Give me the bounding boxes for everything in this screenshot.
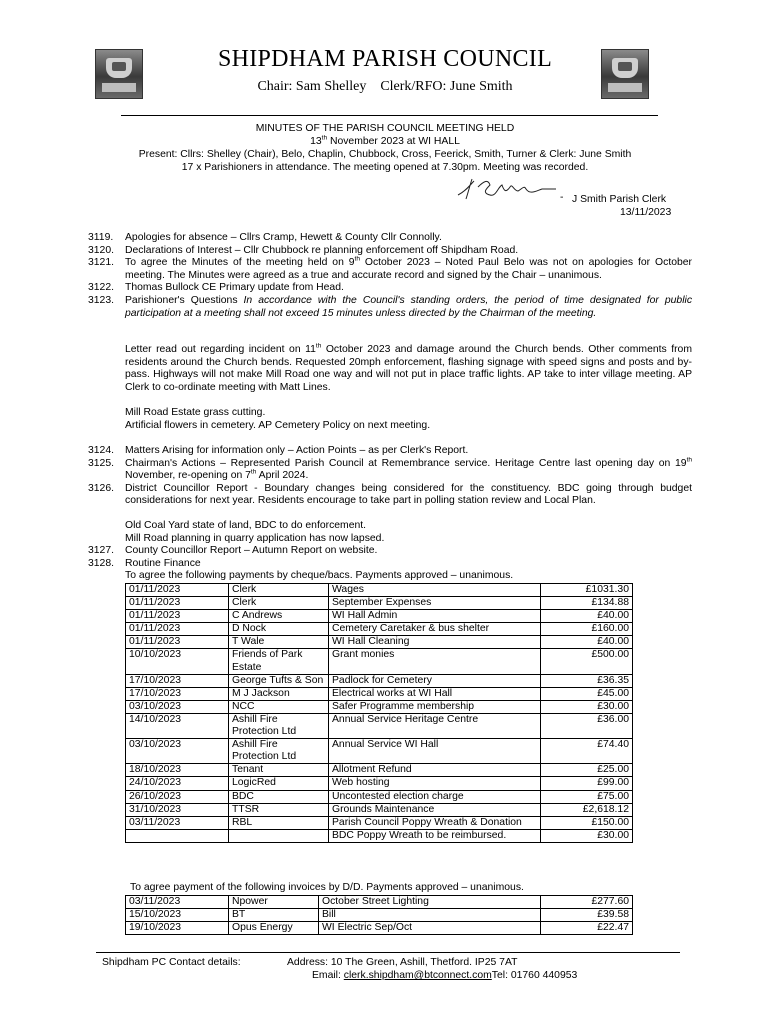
cell-date: 15/10/2023 xyxy=(126,909,229,922)
cell-amount: £74.40 xyxy=(541,739,633,764)
cell-date: 31/10/2023 xyxy=(126,803,229,816)
cell-desc: Wages xyxy=(329,584,541,597)
cell-amount: £277.60 xyxy=(541,896,633,909)
signature-dash: - xyxy=(560,192,564,203)
cell-payee: Ashill Fire Protection Ltd xyxy=(229,713,329,738)
cell-desc: Padlock for Cemetery xyxy=(329,674,541,687)
council-title: SHIPDHAM PARISH COUNCIL xyxy=(217,46,553,72)
direct-debit-table xyxy=(125,895,633,935)
cell-date: 01/11/2023 xyxy=(126,623,229,636)
minutes-items xyxy=(88,232,692,320)
present-line: Present: Cllrs: Shelley (Chair), Belo, Chaplin, Chubbock, Cross, Feerick, Smith, Turner & Clerk: June Smith xyxy=(138,149,632,160)
cell-payee: Friends of Park Estate xyxy=(229,649,329,674)
cell-date: 03/10/2023 xyxy=(126,700,229,713)
cell-payee: TTSR xyxy=(229,803,329,816)
cell-desc: WI Hall Cleaning xyxy=(329,636,541,649)
cell-amount: £36.35 xyxy=(541,674,633,687)
cell-desc: Allotment Refund xyxy=(329,764,541,777)
table-row xyxy=(126,777,633,790)
cell-date: 01/11/2023 xyxy=(126,597,229,610)
table-row xyxy=(126,623,633,636)
cell-payee: Opus Energy xyxy=(229,922,319,935)
minute-item: 3126. District Councillor Report - Boundary changes being considered for the constituency. BDC going through budget considerations for next year. Residents encourage to take part in polling station review and Local Plan. xyxy=(88,482,692,507)
table-row xyxy=(126,700,633,713)
table-row xyxy=(126,896,633,909)
cell-date: 03/11/2023 xyxy=(126,896,229,909)
cell-amount: £30.00 xyxy=(541,700,633,713)
minute-item: 3120. Declarations of Interest – Cllr Chubbock re planning enforcement off Shipdham Road. xyxy=(88,244,519,256)
clerk-signature xyxy=(452,175,560,203)
cell-payee: BDC xyxy=(229,790,329,803)
cell-payee: D Nock xyxy=(229,623,329,636)
footer-contact: Email: clerk.shipdham@btconnect.comTel: 01760 440953 xyxy=(312,970,578,981)
cell-payee: C Andrews xyxy=(229,610,329,623)
cell-amount: £36.00 xyxy=(541,713,633,738)
mill-road-note: Mill Road Estate grass cutting. xyxy=(125,407,266,418)
flowers-note: Artificial flowers in cemetery. AP Cemetery Policy on next meeting. xyxy=(125,420,431,431)
table-row xyxy=(126,674,633,687)
officers-line: Chair: Sam Shelley Clerk/RFO: June Smith xyxy=(257,79,513,94)
cell-payee: BT xyxy=(229,909,319,922)
minute-item: 3128. Routine Finance xyxy=(88,557,201,569)
attendance-line: 17 x Parishioners in attendance. The meeting opened at 7.30pm. Meeting was recorded. xyxy=(181,162,589,173)
cell-date: 14/10/2023 xyxy=(126,713,229,738)
footer-address: Address: 10 The Green, Ashill, Thetford. IP25 7AT xyxy=(287,957,518,968)
table-row xyxy=(126,610,633,623)
cell-desc: Web hosting xyxy=(329,777,541,790)
minutes-items-2 xyxy=(88,445,692,508)
cell-date: 17/10/2023 xyxy=(126,674,229,687)
cell-desc: Bill xyxy=(319,909,541,922)
cell-payee: George Tufts & Son xyxy=(229,674,329,687)
minute-item: 3124. Matters Arising for information only – Action Points – as per Clerk's Report. xyxy=(88,445,469,456)
minute-item: 3121. To agree the Minutes of the meeting held on 9th October 2023 – Noted Paul Belo was not on apologies for October meeting. The Minutes were agreed as a true and accurate record and signed by the Chair – unanimous. xyxy=(88,255,692,281)
cheque-intro: To agree the following payments by cheque/bacs. Payments approved – unanimous. xyxy=(125,570,514,581)
table-row xyxy=(126,829,633,842)
cell-payee: Clerk xyxy=(229,597,329,610)
cell-payee: LogicRed xyxy=(229,777,329,790)
cell-desc: WI Hall Admin xyxy=(329,610,541,623)
cell-date xyxy=(126,829,229,842)
cell-desc: Grounds Maintenance xyxy=(329,803,541,816)
cell-desc: WI Electric Sep/Oct xyxy=(319,922,541,935)
cell-amount: £500.00 xyxy=(541,649,633,674)
cell-date: 01/11/2023 xyxy=(126,584,229,597)
cell-payee xyxy=(229,829,329,842)
minute-item: 3127. County Councillor Report – Autumn Report on website. xyxy=(88,545,378,556)
cell-desc: Parish Council Poppy Wreath & Donation xyxy=(329,816,541,829)
cell-desc: Uncontested election charge xyxy=(329,790,541,803)
coal-yard-note: Old Coal Yard state of land, BDC to do enforcement. xyxy=(125,520,367,531)
cell-date: 17/10/2023 xyxy=(126,687,229,700)
cell-date: 19/10/2023 xyxy=(126,922,229,935)
table-row xyxy=(126,739,633,764)
cell-desc: Cemetery Caretaker & bus shelter xyxy=(329,623,541,636)
cell-date: 24/10/2023 xyxy=(126,777,229,790)
cell-payee: Tenant xyxy=(229,764,329,777)
quarry-note: Mill Road planning in quarry application has now lapsed. xyxy=(125,533,385,544)
cell-desc: Electrical works at WI Hall xyxy=(329,687,541,700)
cell-date: 01/11/2023 xyxy=(126,636,229,649)
table-row xyxy=(126,687,633,700)
cell-amount: £99.00 xyxy=(541,777,633,790)
cell-amount: £40.00 xyxy=(541,636,633,649)
email-link[interactable]: clerk.shipdham@btconnect.com xyxy=(343,970,492,981)
minute-item: 3122. Thomas Bullock CE Primary update from Head. xyxy=(88,282,344,294)
cell-payee: T Wale xyxy=(229,636,329,649)
cell-payee: NCC xyxy=(229,700,329,713)
table-row xyxy=(126,816,633,829)
meeting-date: 13th November 2023 at WI HALL xyxy=(310,134,460,147)
minute-item: 3125. Chairman's Actions – Represented Parish Council at Remembrance service. Heritage Centre last opening day on 19th November, re-opening on 7th April 2024. xyxy=(88,456,692,482)
cell-payee: Ashill Fire Protection Ltd xyxy=(229,739,329,764)
cell-date: 03/10/2023 xyxy=(126,739,229,764)
cell-payee: Clerk xyxy=(229,584,329,597)
cell-amount: £1031.30 xyxy=(541,584,633,597)
table-row xyxy=(126,713,633,738)
cell-date: 01/11/2023 xyxy=(126,610,229,623)
table-row xyxy=(126,649,633,674)
table-row xyxy=(126,597,633,610)
cell-amount: £134.88 xyxy=(541,597,633,610)
cell-payee: Npower xyxy=(229,896,319,909)
cell-date: 10/10/2023 xyxy=(126,649,229,674)
minutes-items-3 xyxy=(88,545,692,570)
payments-table xyxy=(125,583,633,843)
signed-by: J Smith Parish Clerk xyxy=(572,194,667,205)
table-row xyxy=(126,764,633,777)
table-row xyxy=(126,803,633,816)
cell-desc: Grant monies xyxy=(329,649,541,674)
cell-date: 18/10/2023 xyxy=(126,764,229,777)
letter-paragraph: Letter read out regarding incident on 11th October 2023 and damage around the Church bends. Other comments from residents around the Church bends. Requested 20mph enforcement, flashing signage with speed signs and posts and by-pass. Highways will not make Mill Road one way and will not put in place traffic lights. AP take to inter village meeting. AP Clerk to co-ordinate meeting with Matt Lines. xyxy=(125,342,692,393)
table-row xyxy=(126,922,633,935)
cell-date: 03/11/2023 xyxy=(126,816,229,829)
cell-payee: RBL xyxy=(229,816,329,829)
table-row xyxy=(126,636,633,649)
cell-desc: Annual Service WI Hall xyxy=(329,739,541,764)
cell-amount: £25.00 xyxy=(541,764,633,777)
cell-amount: £75.00 xyxy=(541,790,633,803)
minute-item: 3123. Parishioner's Questions In accordance with the Council's standing orders, the period of time designated for public participation at a meeting shall not exceed 15 minutes unless directed by the Chairman of the meeting. xyxy=(88,294,693,319)
cell-amount: £150.00 xyxy=(541,816,633,829)
header-rule xyxy=(121,115,658,116)
dd-intro: To agree payment of the following invoices by D/D. Payments approved – unanimous. xyxy=(130,882,524,893)
table-row xyxy=(126,790,633,803)
cell-desc: Safer Programme membership xyxy=(329,700,541,713)
table-row xyxy=(126,584,633,597)
cell-desc: Annual Service Heritage Centre xyxy=(329,713,541,738)
table-row xyxy=(126,909,633,922)
cell-amount: £40.00 xyxy=(541,610,633,623)
cell-desc: BDC Poppy Wreath to be reimbursed. xyxy=(329,829,541,842)
cell-date: 26/10/2023 xyxy=(126,790,229,803)
minutes-heading: MINUTES OF THE PARISH COUNCIL MEETING HELD xyxy=(255,123,515,134)
cell-amount: £2,618.12 xyxy=(541,803,633,816)
cell-amount: £22.47 xyxy=(541,922,633,935)
cell-amount: £39.58 xyxy=(541,909,633,922)
footer-rule xyxy=(96,952,680,953)
minute-item: 3119. Apologies for absence – Cllrs Cramp, Hewett & County Cllr Connolly. xyxy=(88,232,442,243)
cell-desc: October Street Lighting xyxy=(319,896,541,909)
cell-amount: £45.00 xyxy=(541,687,633,700)
footer-label: Shipdham PC Contact details: xyxy=(102,957,241,968)
cell-payee: M J Jackson xyxy=(229,687,329,700)
cell-amount: £30.00 xyxy=(541,829,633,842)
cell-amount: £160.00 xyxy=(541,623,633,636)
signed-date: 13/11/2023 xyxy=(620,207,672,218)
cell-desc: September Expenses xyxy=(329,597,541,610)
